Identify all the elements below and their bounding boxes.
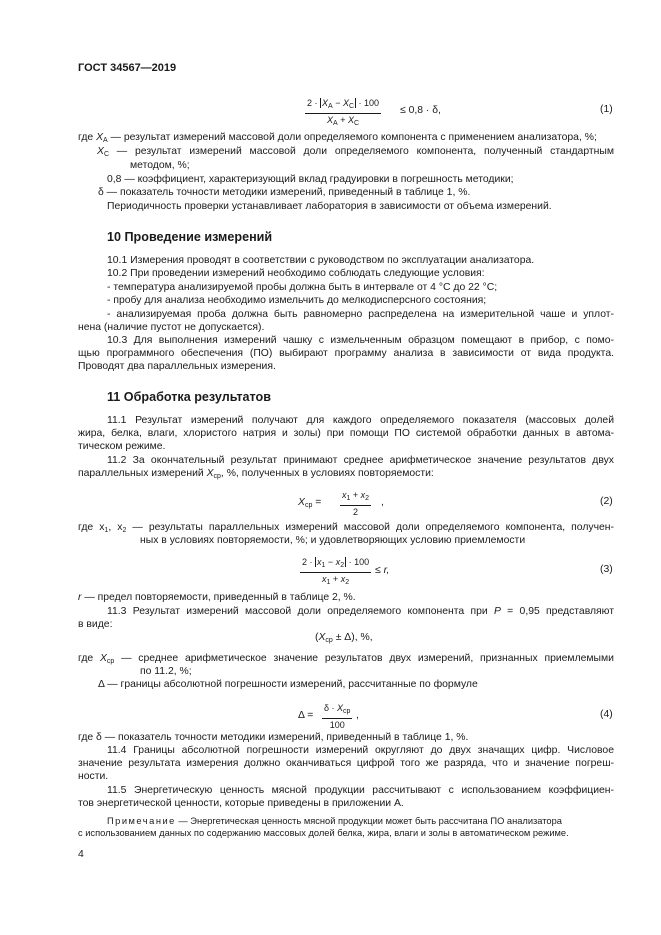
standard-header: ГОСТ 34567—2019 (78, 62, 177, 74)
para-11-5-line2: тов энергетической ценности, которые приведены в приложении А. (78, 798, 404, 809)
formula-3-fraction (300, 557, 371, 588)
formula-4-lhs: Δ = (298, 710, 314, 721)
formula-2-numerator: $x_1 + x_2$ (340, 490, 371, 506)
para-10-3-line2: щью программного обеспечения (ПО) выбирают программу анализа в зависимости от вида продукта. (78, 348, 614, 359)
para-11-4-line3: ности. (78, 771, 109, 782)
para-11-1-line2: жира, белка, влаги, хлористого натрия и золы) при помощи ПО системой обработки данных в автома- (78, 428, 614, 439)
where-coefficient: 0,8 — коэффициент, характеризующий вклад градуировки в погрешность методики; (107, 174, 514, 185)
where-x1-x2: где $x_1$, $x_2$ — результаты параллельных измерений массовой доли определяемого компонента, получен- (78, 522, 614, 534)
where-xa: где $X_A$ — результат измерений массовой доли определяемого компонента с применением анализатора, %; (78, 132, 597, 144)
formula-3-rhs: ≤ r, (375, 565, 390, 576)
para-10-1: 10.1 Измерения проводят в соответствии с руководством по эксплуатации анализатора. (107, 255, 535, 266)
formula-2-denominator: 2 (353, 507, 359, 517)
where-xcp-cont: по 11.2, %; (140, 666, 192, 677)
formula-2-lhs: $X_{ср}$ = (298, 497, 322, 509)
condition-distribution: - анализируемая проба должна быть равномерно распределена на измерительной чаше и уплот- (107, 309, 614, 320)
formula-3-numerator: $2 \cdot x_1 - x_2 \cdot 100$ (300, 557, 371, 573)
formula-1-rhs: ≤ 0,8 · δ, (400, 105, 441, 116)
formula-1-number: (1) (600, 104, 613, 115)
para-11-1: 11.1 Результат измерений получают для каждого определяемого показателя (массовых долей (107, 415, 614, 426)
where-delta-abs: Δ — границы абсолютной погрешности измерений, рассчитанные по формуле (98, 679, 478, 690)
section-11-heading: 11 Обработка результатов (107, 390, 271, 404)
para-11-2-line2: параллельных измерений $X_{ср}$, %, полученных в условиях повторяемости: (78, 468, 434, 480)
where-xc-continuation: методом, %; (130, 160, 190, 171)
formula-2-number: (2) (600, 496, 613, 507)
where-delta-2: где δ — показатель точности методики измерений, приведенный в таблице 1, %. (78, 732, 469, 743)
para-10-3: 10.3 Для выполнения измерений чашку с измельченным образцом помещают в прибор, с помо- (107, 335, 614, 346)
where-r: r — предел повторяемости, приведенный в таблице 2, %. (78, 592, 356, 603)
para-11-4: 11.4 Границы абсолютной погрешности измерений округляют до двух значащих цифр. Числовое (107, 745, 614, 756)
note-label: Примечание (107, 816, 176, 826)
condition-distribution-cont: нена (наличие пустот не допускается). (78, 322, 265, 333)
where-xcp: где $X_{ср}$ — среднее арифметическое значение результатов двух измерений, признанных приемлемыми (78, 653, 614, 665)
formula-4-fraction (322, 703, 352, 731)
formula-3-denominator: $x_1 + x_2$ (322, 574, 350, 586)
formula-2-fraction (340, 490, 371, 518)
para-11-3: 11.3 Результат измерений массовой доли определяемого компонента при P = 0,95 представляют (107, 606, 614, 617)
where-x1-x2-cont: ных в условиях повторяемости, %; и удовлетворяющих условию приемлемости (140, 535, 526, 546)
result-form: $(X_{ср} \pm \Delta)$, %, (315, 632, 373, 644)
para-11-5: 11.5 Энергетическую ценность мясной продукции рассчитывают с использованием коэффициен- (107, 785, 614, 796)
para-11-4-line2: значение результата измерения должно оканчиваться цифрой того же разряда, что и значение погреш- (78, 758, 614, 769)
formula-1-numerator: $2 \cdot X_A - X_C \cdot 100$ (305, 98, 381, 114)
section-10-heading: 10 Проведение измерений (107, 230, 273, 244)
condition-temperature: - температура анализируемой пробы должна быть в интервале от 4 °С до 22 °С; (107, 282, 498, 293)
para-10-3-line3: Проводят два параллельных измерения. (78, 361, 276, 372)
formula-4-numerator: $\delta \cdot X_{ср}$ (322, 703, 352, 719)
para-10-2: 10.2 При проведении измерений необходимо соблюдать следующие условия: (107, 268, 485, 279)
formula-1-fraction (305, 98, 381, 129)
note-line2: с использованием данных по содержанию массовых долей белка, жира, влаги и золы в автоматическом режиме. (78, 828, 569, 838)
para-11-1-line3: тическом режиме. (78, 441, 166, 452)
formula-3-number: (3) (600, 564, 613, 575)
where-delta: δ — показатель точности методики измерений, приведенный в таблице 1, %. (98, 187, 471, 198)
formula-4-number: (4) (600, 709, 613, 720)
formula-4-denominator: 100 (329, 720, 345, 730)
formula-1-denominator: $X_A + X_C$ (327, 115, 360, 127)
formula-4-comma: , (356, 710, 359, 721)
para-11-2: 11.2 За окончательный результат принимают среднее арифметическое значение результатов двух (107, 455, 614, 466)
condition-grinding: - пробу для анализа необходимо измельчить до мелкодисперсного состояния; (107, 295, 487, 306)
note: Примечание — Энергетическая ценность мясной продукции может быть рассчитана ПО анализатора (107, 816, 562, 826)
formula-2-comma: , (381, 497, 384, 508)
page-number: 4 (78, 849, 84, 860)
verification-period-text: Периодичность проверки устанавливает лаборатория в зависимости от объема измерений. (107, 201, 552, 212)
where-xc: $X_C$ — результат измерений массовой доли определяемого компонента, полученный стандартным (97, 146, 614, 158)
para-11-3-line2: в виде: (78, 619, 113, 630)
